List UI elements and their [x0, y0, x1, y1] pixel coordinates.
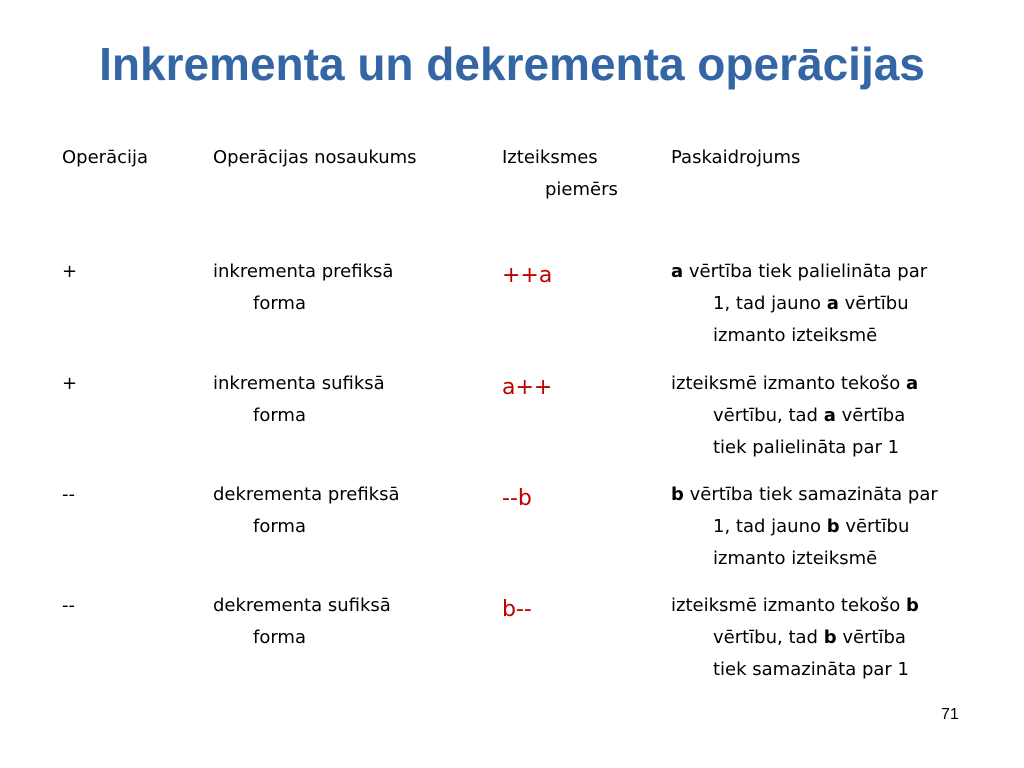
page-number: 71: [941, 706, 959, 723]
row4-name-line2: forma: [253, 627, 306, 648]
row3-explanation-line2: [713, 511, 909, 542]
row4-example: b--: [502, 597, 532, 622]
row2-explanation-line3: tiek palielināta par 1: [713, 437, 900, 458]
row3-explanation-pre: 1, tad jauno: [713, 516, 827, 537]
row3-explanation-line1: [671, 479, 938, 510]
row4-var-2: b: [823, 627, 837, 648]
row4-explanation-line2: [713, 622, 906, 653]
slide-title: Inkrementa un dekrementa operācijas: [99, 38, 925, 90]
header-example-line2: piemērs: [545, 179, 618, 200]
row1-example: ++a: [502, 263, 553, 288]
row2-operation: +: [62, 373, 78, 394]
row2-explanation-pre: izteiksmē izmanto tekošo: [671, 373, 906, 394]
row4-operation: --: [62, 595, 75, 616]
header-explanation: Paskaidrojums: [671, 147, 801, 168]
row1-var-2: a: [826, 293, 839, 314]
row1-explanation-line3: izmanto izteiksmē: [713, 325, 878, 346]
row1-explanation-line1: [671, 256, 927, 287]
row4-explanation-pre2: vērtību, tad: [713, 627, 824, 648]
row3-var-2: b: [826, 516, 840, 537]
row2-explanation-post: vērtība: [835, 405, 906, 426]
row3-name-line1: dekrementa prefiksā: [213, 484, 400, 505]
header-operation-name: Operācijas nosaukums: [213, 147, 417, 168]
row3-explanation-text: vērtība tiek samazināta par: [683, 484, 938, 505]
row2-example: a++: [502, 375, 553, 400]
row3-explanation-post: vērtību: [839, 516, 910, 537]
header-example-line1: Izteiksmes: [502, 147, 598, 168]
row2-explanation-pre2: vērtību, tad: [713, 405, 824, 426]
row3-name-line2: forma: [253, 516, 306, 537]
row2-var: a: [905, 373, 919, 394]
row1-name-line1: inkrementa prefiksā: [213, 261, 394, 282]
row4-var: b: [905, 595, 919, 616]
row1-explanation-text: vērtība tiek palielināta par: [683, 261, 928, 282]
row2-var-2: a: [823, 405, 836, 426]
row2-explanation-line2: [713, 400, 905, 431]
row1-explanation-line2: [713, 288, 909, 319]
row4-explanation-post: vērtība: [836, 627, 906, 648]
row3-example: --b: [502, 486, 532, 511]
row4-explanation-pre: izteiksmē izmanto tekošo: [671, 595, 906, 616]
row1-name-line2: forma: [253, 293, 306, 314]
row1-explanation-pre: 1, tad jauno: [713, 293, 827, 314]
row4-name-line1: dekrementa sufiksā: [213, 595, 391, 616]
row4-explanation-line3: tiek samazināta par 1: [713, 659, 909, 680]
row3-var: b: [671, 484, 684, 505]
row1-explanation-post: vērtību: [838, 293, 909, 314]
row2-explanation-line1: [671, 368, 918, 399]
row1-operation: +: [62, 261, 78, 282]
row2-name-line2: forma: [253, 405, 306, 426]
row2-name-line1: inkrementa sufiksā: [213, 373, 385, 394]
row4-explanation-line1: [671, 590, 919, 621]
row3-operation: --: [62, 484, 75, 505]
row1-var: a: [671, 261, 684, 282]
row3-explanation-line3: izmanto izteiksmē: [713, 548, 878, 569]
header-operation: Operācija: [62, 147, 149, 168]
